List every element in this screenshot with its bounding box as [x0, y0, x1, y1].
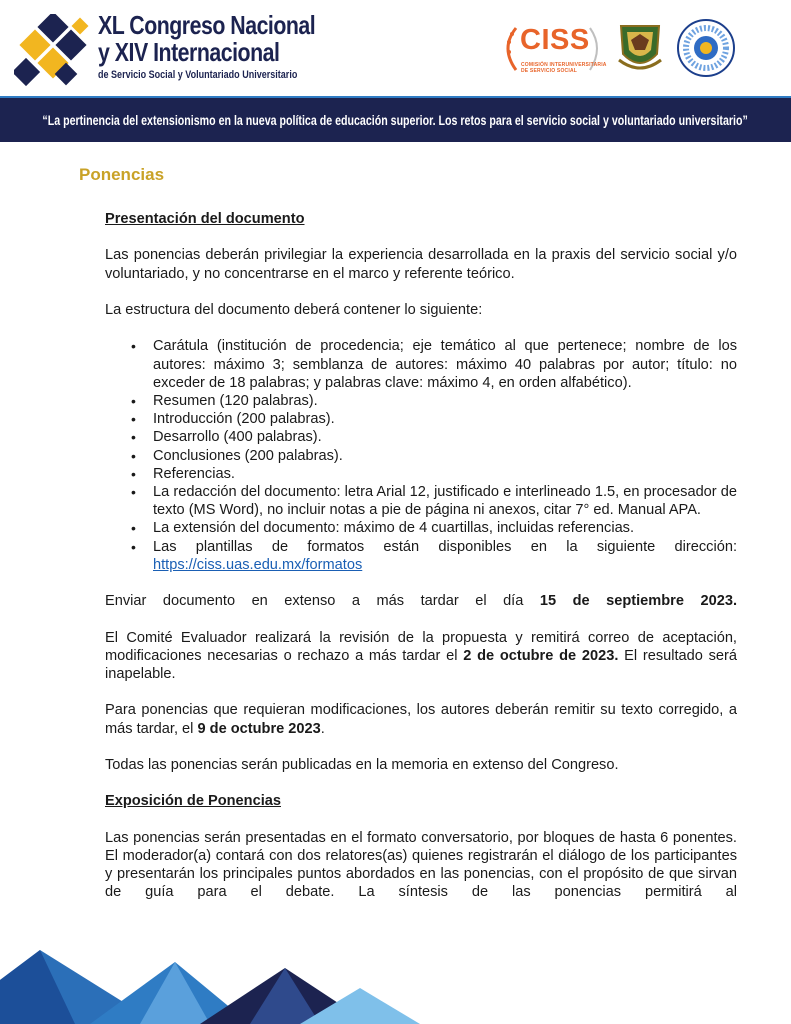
congress-subtitle: de Servicio Social y Voluntariado Universitario: [98, 69, 298, 81]
list-item: • Carátula (institución de procedencia; eje temático al que pertenece; nombre de los autores: máximo 3; semblanza de autores: máximo 40 palabras por autor; título: no exceder de 18 palabras; y palabras clave: máximo 4, en orden alfabético).: [153, 337, 737, 392]
round-seal-icon: [676, 18, 736, 78]
evaluation-text-1: El Comité Evaluador realizará la revisión de la propuesta y remitirá correo de aceptación, modificaciones necesarias o rechazo a más tardar el: [105, 629, 737, 664]
congress-title-line1: XL Congreso Nacional: [98, 10, 316, 40]
footer-mountains-decoration: [0, 940, 791, 1024]
list-item: • La extensión del documento: máximo de 4 cuartillas, incluidas referencias.: [153, 519, 737, 537]
list-item: [153, 538, 737, 574]
exposicion-paragraph-1: Las ponencias serán presentadas en el formato conversatorio, por bloques de hasta 6 ponentes. El moderador(a) contará con dos relatores(as) quienes registrarán el diálogo de los participantes y presentarán los principales puntos abordados en las ponencias, con el propósito de que sirvan de guía para el debate. La síntesis de las ponencias permitirá al: [105, 829, 737, 901]
deadline-date: 15 de septiembre 2023.: [539, 593, 737, 610]
presentacion-paragraph-2: La estructura del documento deberá contener lo siguiente:: [105, 301, 483, 318]
tagline-banner: [0, 98, 791, 142]
templates-text: Las plantillas de formatos están disponibles en la siguiente dirección:: [153, 538, 737, 555]
ciss-logo-text: CISS: [520, 24, 590, 56]
university-emblem-icon: [617, 20, 663, 76]
presentacion-heading: Presentación del documento: [105, 211, 305, 227]
page-header: [0, 0, 791, 96]
modifications-text-2: .: [320, 720, 325, 737]
list-item: • Introducción (200 palabras).: [153, 410, 737, 428]
modifications-date: 9 de octubre 2023: [197, 720, 321, 737]
tagline-text: “La pertinencia del extensionismo en la nueva política de educación superior. Los retos para el servicio social y voluntariado universitario”: [42, 112, 749, 128]
list-item: • Referencias.: [153, 465, 737, 483]
ciss-logo-subtext-1: COMISIÓN INTERUNIVERSITARIA: [521, 62, 607, 68]
list-item: • Desarrollo (400 palabras).: [153, 428, 737, 446]
section-title: Ponencias: [79, 165, 165, 184]
ciss-logo-subtext-2: DE SERVICIO SOCIAL: [521, 68, 578, 74]
structure-list: [105, 337, 737, 574]
list-item: • La redacción del documento: letra Arial 12, justificado e interlineado 1.5, en procesador de texto (MS Word), no incluir notas a pie de página ni anexos, citar 7° ed. Manual APA.: [153, 483, 737, 519]
list-item: • Conclusiones (200 palabras).: [153, 447, 737, 465]
document-body: [105, 210, 737, 920]
deadline-text: Enviar documento en extenso a más tardar el día: [105, 593, 524, 610]
evaluation-date: 2 de octubre de 2023.: [463, 647, 619, 664]
list-item: • Resumen (120 palabras).: [153, 392, 737, 410]
evaluation-text-2: El resultado será inapelable.: [105, 647, 738, 682]
congress-logo-icon: [14, 14, 94, 90]
modifications-paragraph: [105, 701, 737, 737]
publication-paragraph: Todas las ponencias serán publicadas en la memoria en extenso del Congreso.: [105, 756, 619, 773]
templates-link[interactable]: https://ciss.uas.edu.mx/formatos: [153, 556, 363, 573]
modifications-text-1: Para ponencias que requieran modificaciones, los autores deberán remitir su texto corregido, a más tardar, el: [105, 702, 737, 737]
deadline-paragraph: [105, 592, 737, 610]
presentacion-paragraph-1: Las ponencias deberán privilegiar la experiencia desarrollada en la praxis del servicio social y/o voluntariado, y no concentrarse en el marco y referente teórico.: [105, 247, 737, 282]
congress-title: [98, 12, 378, 81]
evaluation-paragraph: [105, 629, 737, 684]
congress-title-line2: y XIV Internacional: [98, 37, 280, 67]
exposicion-heading: Exposición de Ponencias: [105, 793, 281, 810]
